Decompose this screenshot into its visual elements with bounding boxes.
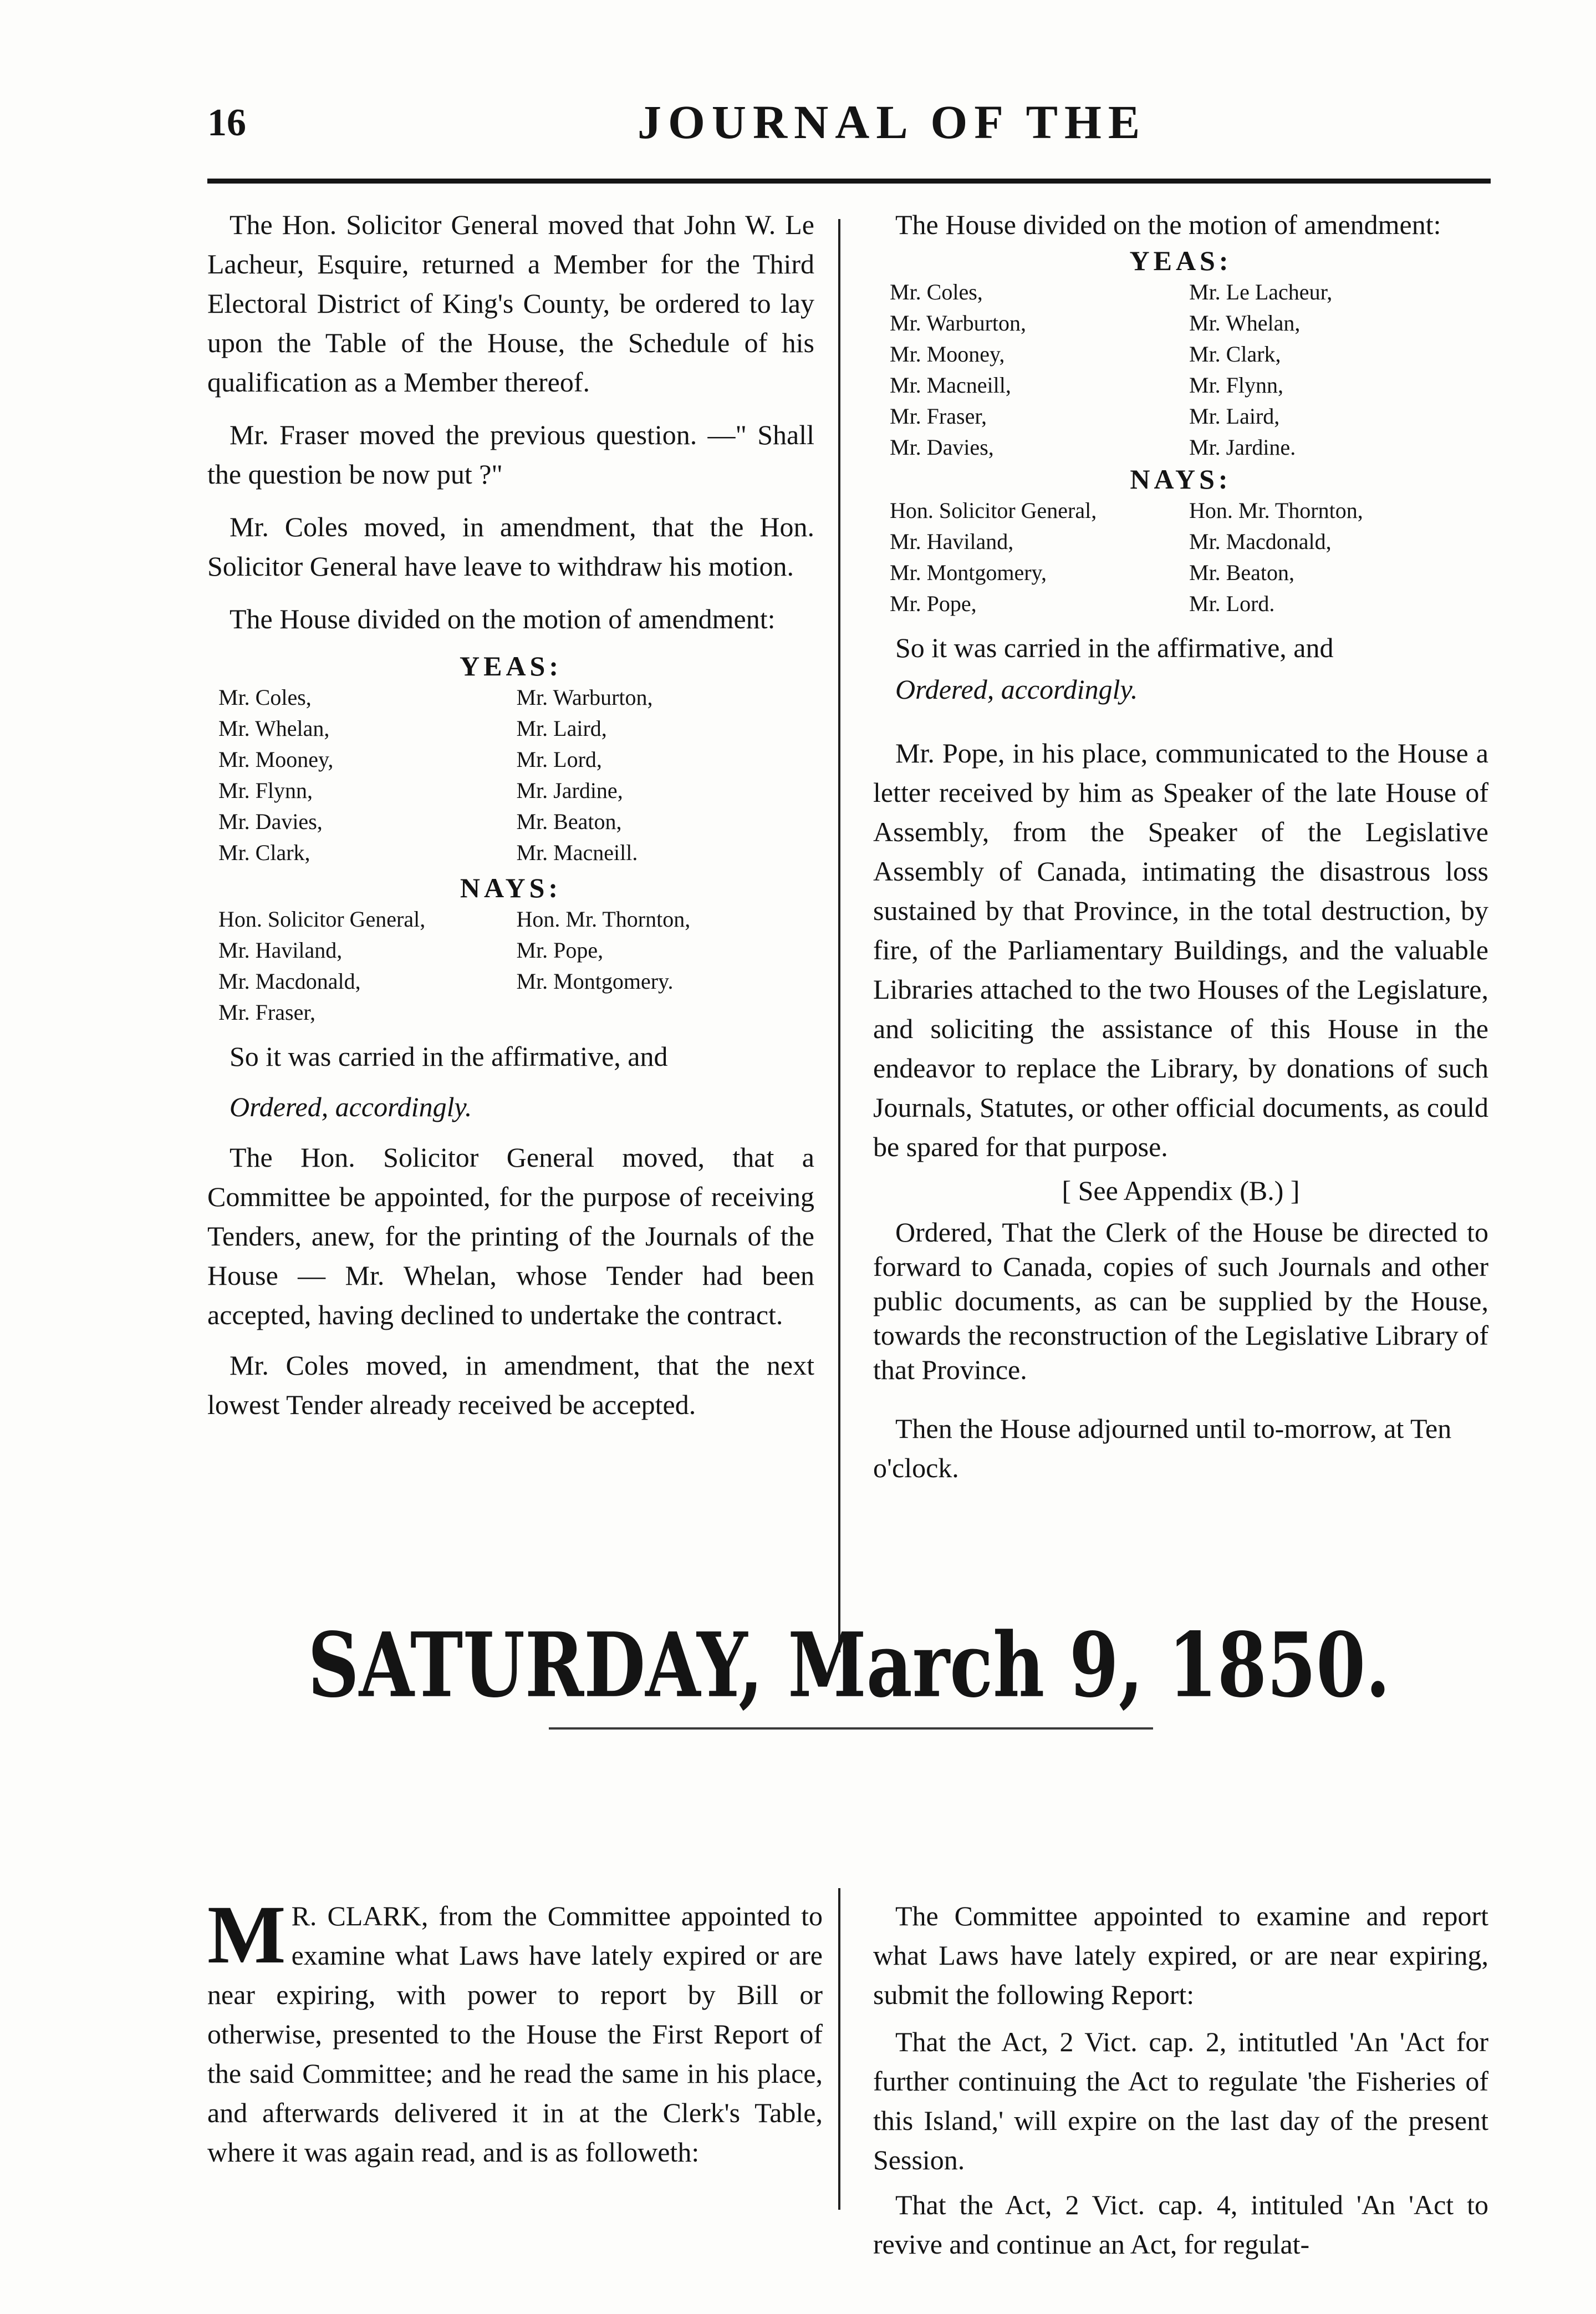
right-column: [873, 205, 1488, 1488]
member-name: Mr. Mooney,: [218, 747, 334, 772]
paragraph: So it was carried in the affirmative, and: [895, 632, 1334, 663]
bottom-right-column: [873, 1896, 1488, 2264]
section-separator: [549, 1727, 1153, 1730]
member-name: Mr. Montgomery.: [516, 969, 674, 994]
member-name: Mr. Haviland,: [218, 938, 343, 963]
column-divider: [838, 219, 840, 1652]
nays-heading: NAYS:: [1130, 464, 1232, 495]
member-name: Mr. Le Lacheur,: [1189, 279, 1333, 304]
member-name: Mr. Warburton,: [516, 685, 653, 710]
paragraph: Then the House adjourned until to-morrow, at Ten o'clock.: [873, 1413, 1452, 1483]
member-name: Mr. Flynn,: [218, 778, 313, 803]
paragraph: Ordered, accordingly.: [230, 1091, 472, 1122]
member-name: Mr. Laird,: [1189, 404, 1280, 429]
paragraph: Mr. Coles moved, in amendment, that the Hon. Solicitor General have leave to withdraw his motion.: [207, 511, 814, 582]
paragraph: The Hon. Solicitor General moved that John W. Le Lacheur, Esquire, returned a Member for the Third Electoral District of King's County, be ordered to lay upon the Table of the House, the Schedule of his qualification as a Member thereof.: [207, 209, 814, 398]
paragraph: [207, 1889, 823, 2172]
member-name: Mr. Davies,: [890, 435, 994, 460]
member-name: Mr. Beaton,: [1189, 560, 1294, 585]
top-rule: [207, 179, 1491, 184]
member-name: Mr. Warburton,: [890, 311, 1027, 335]
member-name: Mr. Montgomery,: [890, 560, 1047, 585]
member-name: Mr. Fraser,: [890, 404, 987, 429]
member-name: Mr. Macdonald,: [218, 969, 361, 994]
member-name: Mr. Davies,: [218, 809, 323, 834]
member-name: Mr. Macneill.: [516, 840, 638, 865]
member-name: Mr. Coles,: [218, 685, 312, 710]
member-name: Mr. Beaton,: [516, 809, 622, 834]
member-name: Mr. Coles,: [890, 279, 983, 304]
paragraph: That the Act, 2 Vict. cap. 2, intitutled 'An 'Act for further continuing the Act to regulate 'the Fisheries of this Island,' will expire on the last day of the present Session.: [873, 2026, 1488, 2175]
member-name: Mr. Clark,: [218, 840, 310, 865]
paragraph: Mr. Pope, in his place, communicated to the House a letter received by him as Speaker of the late House of Assembly, from the Speaker of the Legislative Assembly of Canada, intimating the disastrous loss sustained by that Province, in the total destruction, by fire, of the Parliamentary Buildings, and the valuable Libraries attached to the two Houses of the Legislature, and soliciting the assistance of this House in the endeavor to replace the Library, by donations of such Journals, Statutes, or other official documents, as could be spared for that purpose.: [873, 738, 1488, 1162]
member-name: Mr. Laird,: [516, 716, 607, 741]
appendix-reference: [ See Appendix (B.) ]: [1062, 1175, 1300, 1206]
member-name: Hon. Mr. Thornton,: [516, 907, 691, 932]
paragraph: The Hon. Solicitor General moved, that a Committee be appointed, for the purpose of receiving Tenders, anew, for the printing of the Journals of the House — Mr. Whelan, whose Tender had been accepted, having declined to undertake the contract.: [207, 1142, 814, 1330]
page-number: 16: [207, 101, 246, 144]
bottom-left-column: [207, 1889, 823, 2172]
member-name: Hon. Mr. Thornton,: [1189, 498, 1363, 523]
nays-list: [218, 904, 814, 1028]
member-name: Hon. Solicitor General,: [218, 907, 426, 932]
member-name: Mr. Pope,: [516, 938, 604, 963]
member-name: Mr. Macneill,: [890, 373, 1011, 398]
left-column: [207, 205, 814, 1425]
running-title: JOURNAL OF THE: [638, 95, 1147, 149]
member-name: Mr. Mooney,: [890, 342, 1005, 367]
paragraph: The House divided on the motion of amendment:: [230, 603, 776, 634]
paragraph: Mr. Coles moved, in amendment, that the next lowest Tender already received be accepted.: [207, 1350, 814, 1420]
yeas-list: [890, 277, 1488, 463]
member-name: Mr. Macdonald,: [1189, 529, 1332, 554]
member-name: Mr. Clark,: [1189, 342, 1281, 367]
yeas-heading: YEAS:: [1129, 245, 1232, 276]
yeas-heading: YEAS:: [459, 650, 563, 682]
paragraph-text: R. CLARK, from the Committee appointed to examine what Laws have lately expired or are near expiring, with power to report by Bill or otherwise, presented to the House the First Report of the said Committee; and he read the same in his place, and afterwards delivered it in at the Clerk's Table, where it was again read, and is as followeth:: [207, 1900, 823, 2168]
nays-heading: NAYS:: [460, 872, 562, 903]
member-name: Mr. Pope,: [890, 591, 977, 616]
paragraph: So it was carried in the affirmative, and: [230, 1041, 668, 1072]
member-name: Mr. Jardine.: [1189, 435, 1296, 460]
paragraph: Mr. Fraser moved the previous question. —" Shall the question be now put ?": [207, 419, 814, 490]
paragraph: Ordered, accordingly.: [895, 674, 1138, 705]
date-heading: SATURDAY, March 9, 1850.: [308, 1614, 1390, 1718]
member-name: Mr. Fraser,: [218, 1000, 316, 1025]
nays-list: [890, 495, 1488, 619]
drop-cap: M: [207, 1889, 286, 1981]
member-name: Mr. Whelan,: [1189, 311, 1301, 335]
paragraph: Ordered, That the Clerk of the House be directed to forward to Canada, copies of such Journals and other public documents, as can be supplied by the House, towards the reconstruction of the Legislative Library of that Province.: [873, 1217, 1488, 1385]
member-name: Mr. Haviland,: [890, 529, 1014, 554]
yeas-list: [218, 682, 814, 868]
member-name: Mr. Lord.: [1189, 591, 1275, 616]
member-name: Mr. Whelan,: [218, 716, 330, 741]
member-name: Mr. Flynn,: [1189, 373, 1284, 398]
paragraph: The House divided on the motion of amendment:: [895, 209, 1441, 240]
column-divider: [838, 1888, 840, 2210]
paragraph: That the Act, 2 Vict. cap. 4, intituled 'An 'Act to revive and continue an Act, for regulat-: [873, 2189, 1488, 2260]
paragraph: The Committee appointed to examine and report what Laws have lately expired, or are near expiring, submit the following Report:: [873, 1900, 1488, 2010]
member-name: Hon. Solicitor General,: [890, 498, 1097, 523]
member-name: Mr. Lord,: [516, 747, 602, 772]
member-name: Mr. Jardine,: [516, 778, 623, 803]
